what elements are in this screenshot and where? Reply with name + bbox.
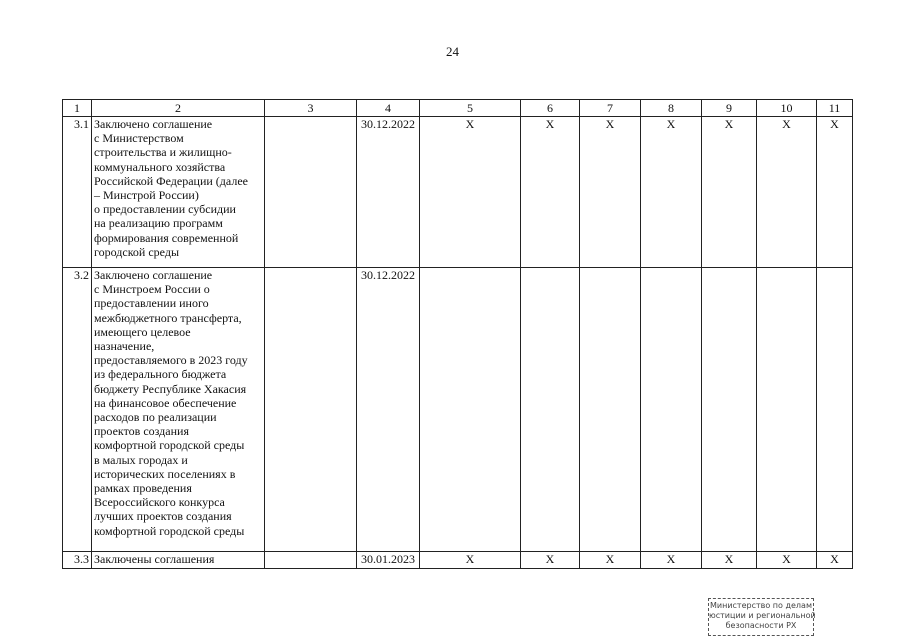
row-mark: X: [521, 117, 580, 268]
column-header: 9: [702, 100, 757, 117]
row-description: Заключены соглашения: [92, 552, 265, 569]
stamp-line: безопасности РХ: [725, 621, 797, 630]
row-number: 3.1: [63, 117, 92, 268]
row-mark: X: [420, 117, 521, 268]
column-header: 3: [265, 100, 357, 117]
column-header: 10: [757, 100, 817, 117]
column-header: 5: [420, 100, 521, 117]
column-header: 11: [817, 100, 853, 117]
table-header-row: [63, 100, 853, 117]
row-mark: X: [641, 552, 702, 569]
row-col3: [265, 552, 357, 569]
row-mark: X: [757, 117, 817, 268]
row-mark: [580, 268, 641, 552]
column-header: 8: [641, 100, 702, 117]
row-date: 30.12.2022: [357, 117, 420, 268]
row-mark: X: [420, 552, 521, 569]
page-number: 24: [446, 44, 459, 59]
row-number: 3.3: [63, 552, 92, 569]
row-mark: X: [580, 117, 641, 268]
column-header: 4: [357, 100, 420, 117]
row-date: 30.12.2022: [357, 268, 420, 552]
table-row: [63, 268, 853, 552]
stamp-line: Министерство по делам: [710, 601, 812, 610]
table-row: [63, 552, 853, 569]
row-mark: [817, 268, 853, 552]
column-header: 1: [63, 100, 92, 117]
column-header: 6: [521, 100, 580, 117]
row-number: 3.2: [63, 268, 92, 552]
row-mark: X: [757, 552, 817, 569]
row-mark: X: [817, 117, 853, 268]
row-mark: [641, 268, 702, 552]
row-mark: X: [702, 117, 757, 268]
row-mark: X: [702, 552, 757, 569]
row-mark: [420, 268, 521, 552]
row-col3: [265, 268, 357, 552]
row-mark: [757, 268, 817, 552]
table-row: [63, 117, 853, 268]
plan-table: [62, 99, 853, 569]
column-header: 2: [92, 100, 265, 117]
row-date: 30.01.2023: [357, 552, 420, 569]
row-mark: X: [817, 552, 853, 569]
ministry-stamp: [708, 598, 814, 636]
column-header: 7: [580, 100, 641, 117]
row-mark: [702, 268, 757, 552]
row-mark: X: [641, 117, 702, 268]
row-description: Заключено соглашение с Министерством строительства и жилищно- коммунального хозяйства Российской Федерации (далее – Минстрой России) о предоставлении субсидии на реализацию программ формирования современной городской среды: [92, 117, 265, 268]
row-mark: [521, 268, 580, 552]
row-description: Заключено соглашение с Минстроем России о предоставлении иного межбюджетного трансферта, имеющего целевое назначение, предоставляемого в 2023 году из федерального бюджета бюджету Республике Хакасия на финансовое обеспечение расходов по реализации проектов создания комфортной городской среды в малых городах и исторических поселениях в рамках проведения Всероссийского конкурса лучших проектов создания комфортной городской среды: [92, 268, 265, 552]
row-col3: [265, 117, 357, 268]
stamp-line: юстиции и региональной: [709, 611, 816, 620]
row-mark: X: [521, 552, 580, 569]
row-mark: X: [580, 552, 641, 569]
